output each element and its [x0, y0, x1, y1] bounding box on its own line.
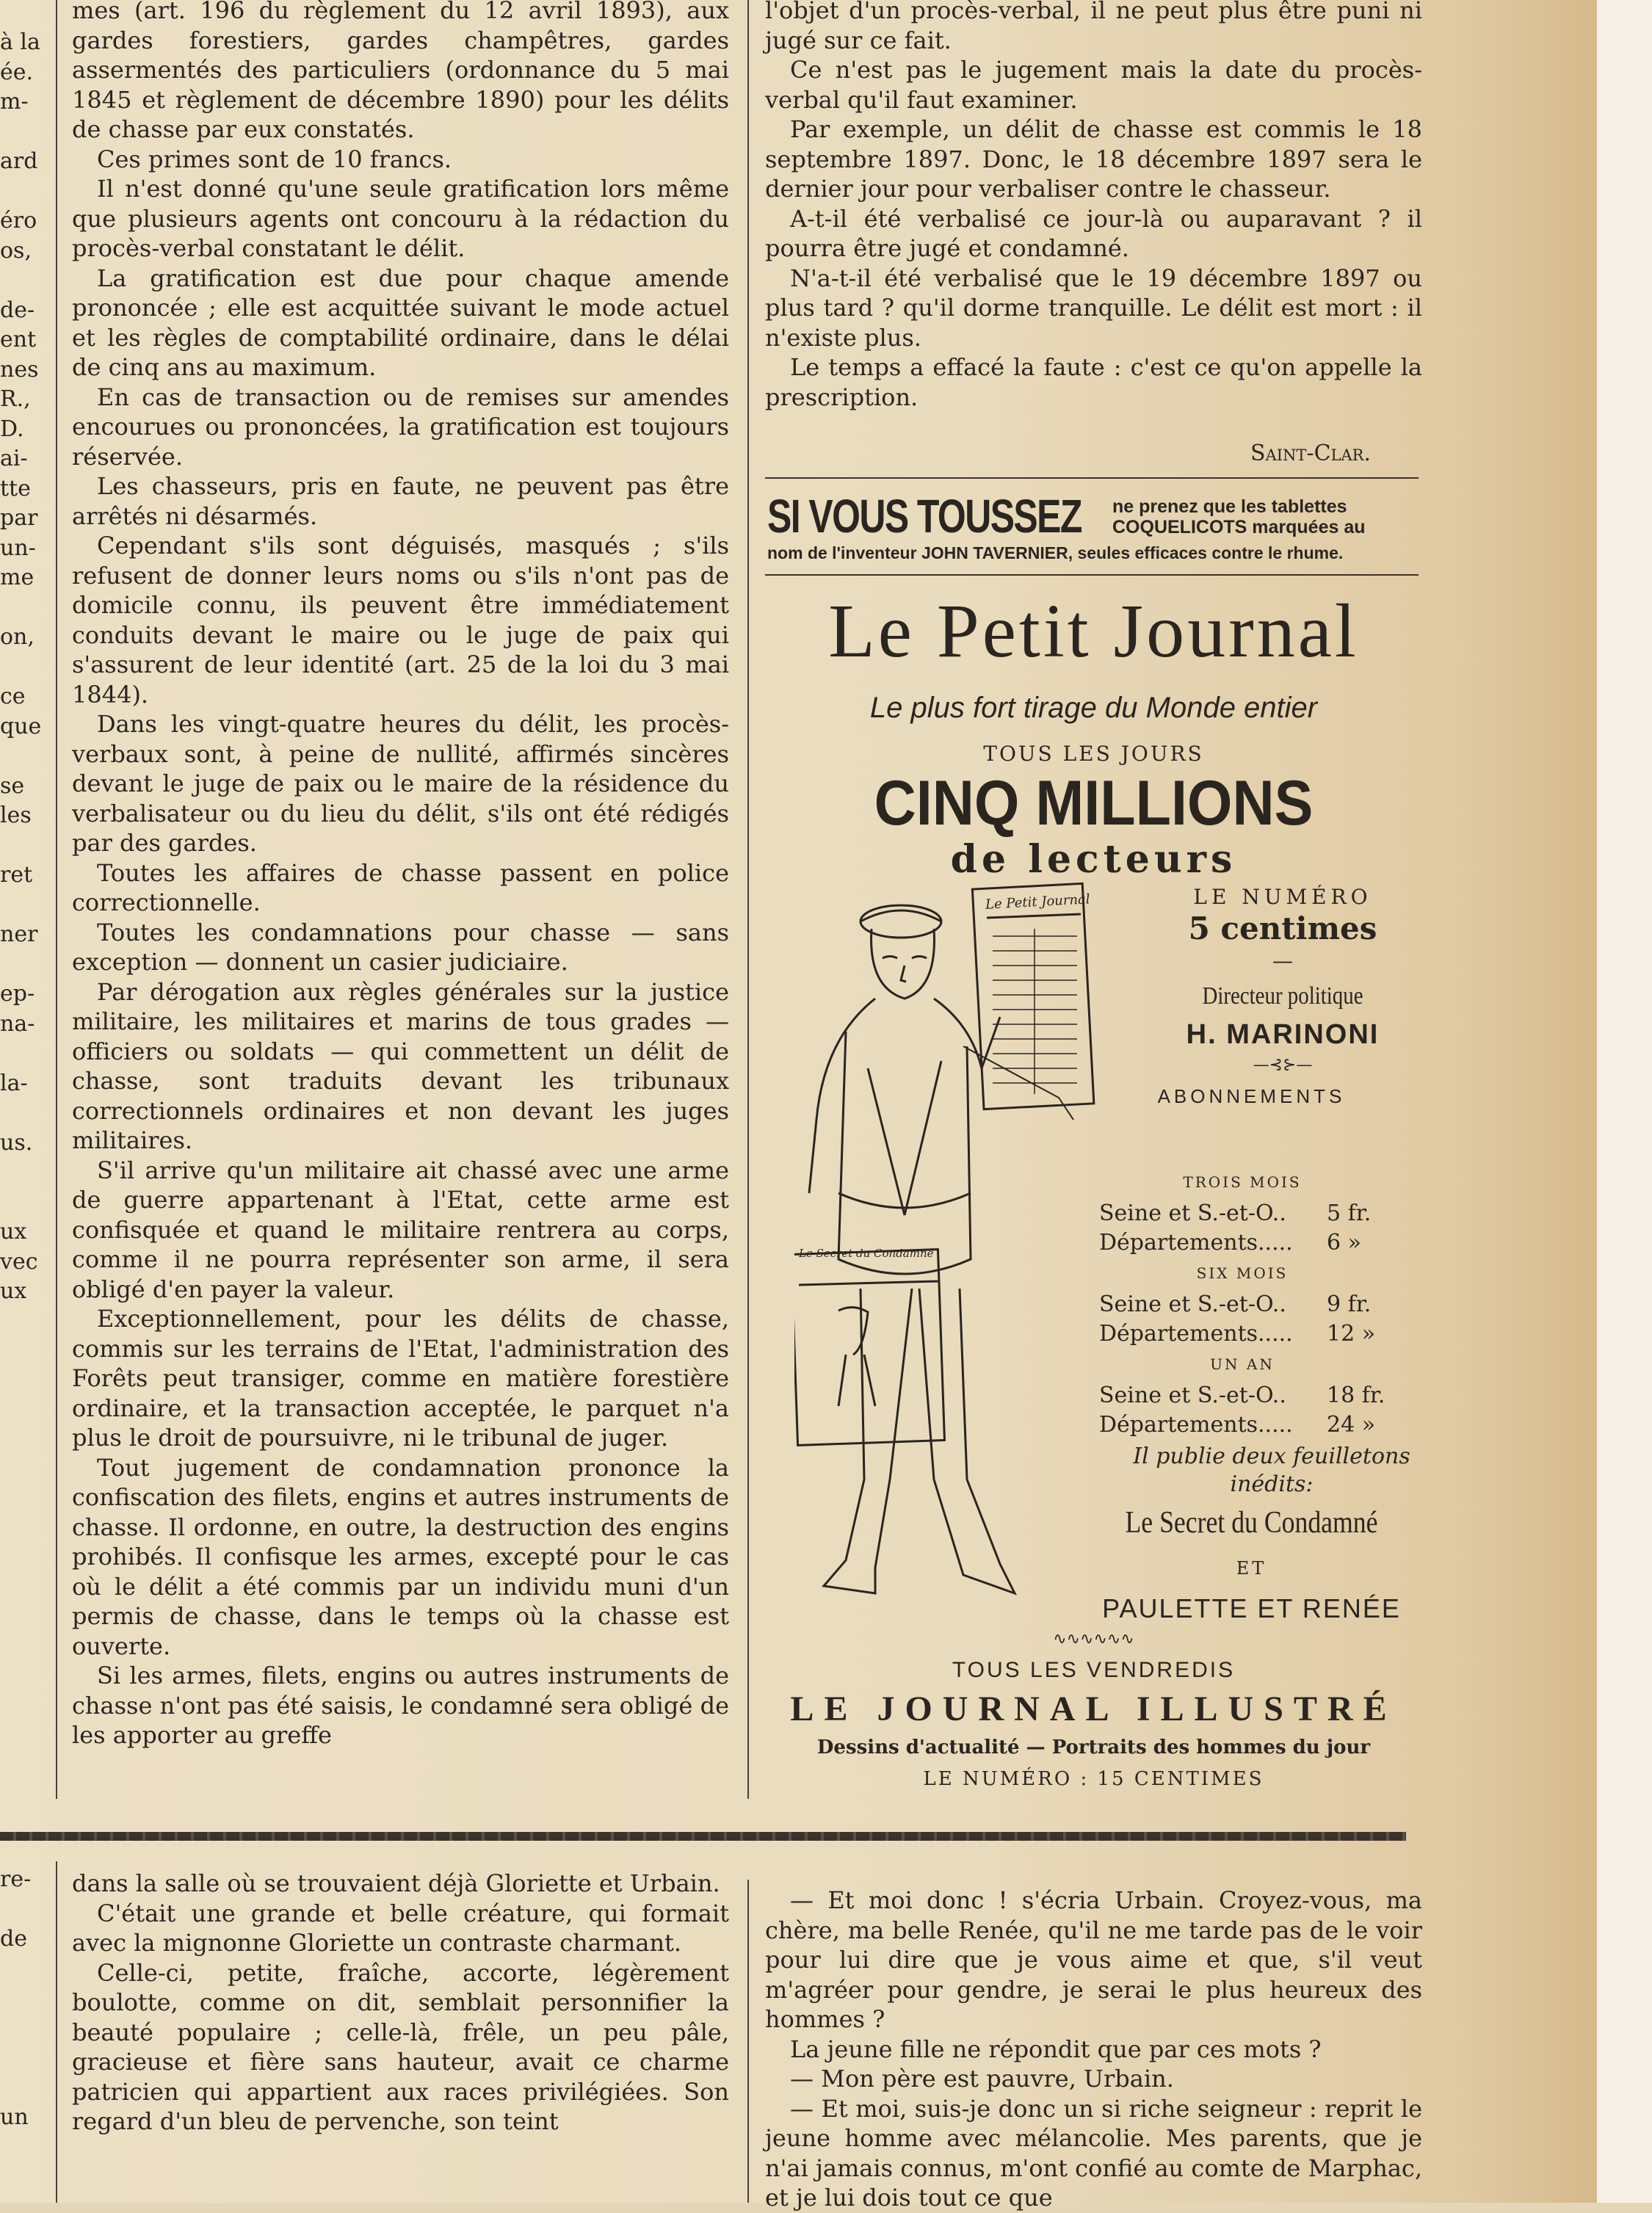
margin-fragment	[0, 891, 44, 921]
left-margin-fragments	[0, 28, 44, 1307]
margin-fragment: m-	[0, 89, 29, 115]
margin-fragment: à la	[0, 29, 40, 55]
ad-journal-publie: Il publie deux feuilletons inédits:	[1133, 1444, 1410, 1497]
margin-fragment: ée.	[0, 59, 34, 85]
feuilleton-column-left	[72, 1869, 729, 2137]
ad-petit-journal	[765, 587, 1422, 1806]
paragraph: Ce n'est pas le jugement mais la date du procès-verbal qu'il faut examiner.	[765, 56, 1422, 114]
margin-fragment: R.,	[0, 386, 31, 412]
margin-fragment	[0, 177, 44, 207]
paragraph: C'était une grande et belle créature, qui formait avec la mignonne Gloriette un contraste charmant.	[72, 1899, 729, 1957]
margin-fragment: ard	[0, 148, 38, 174]
paragraph: N'a-t-il été verbalisé que le 19 décembre 1897 ou plus tard ? qu'il dorme tranquille. Le délit est mort : il n'existe plus.	[765, 264, 1422, 352]
column-rule-middle	[747, 0, 749, 1799]
margin-fragment: un-	[0, 535, 36, 561]
ad-journal-wave: ∿∿∿∿∿∿	[1053, 1630, 1134, 1648]
ad-journal-tagline: Le plus fort tirage du Monde entier	[869, 692, 1318, 724]
subscription-label: Départements.....	[1099, 1412, 1293, 1438]
paragraph: dans la salle où se trouvaient déjà Gloriette et Urbain.	[72, 1869, 720, 1897]
subscription-price: 9 fr.	[1327, 1292, 1372, 1317]
margin-fragment	[0, 1039, 44, 1069]
margin-fragment	[0, 1895, 44, 1925]
margin-fragment: ux	[0, 1278, 27, 1304]
margin-fragment	[0, 593, 44, 623]
margin-fragment	[0, 1188, 44, 1218]
paragraph: — Et moi donc ! s'écria Urbain. Croyez-vous, ma chère, ma belle Renée, qu'il ne me tarde pas de le voir pour lui dire que je vous aime et que, s'il veut m'agréer pour gendre, je serai le plus heureux des hommes ?	[765, 1886, 1422, 2033]
body	[809, 999, 1000, 1193]
head	[872, 929, 935, 999]
ad-rule-bottom	[765, 574, 1419, 576]
ad-rule-top	[765, 477, 1419, 479]
margin-fragment	[0, 2043, 44, 2073]
paragraph: Par dérogation aux règles générales sur la justice militaire, les militaires et marins de tous grades — officiers ou soldats — qui commettent un délit de chasse, sont traduits devant les tribunaux correctionnels ordinaires et non devant les juges militaires.	[72, 977, 729, 1154]
paragraph: mes (art. 196 du règlement du 12 avril 1893), aux gardes forestiers, gardes champêtres, gardes assermentés des particuliers (ordonnance du 5 mai 1845 et règlement de décembre 1890) pour les délits de chasse par eux constatés.	[72, 0, 729, 143]
paragraph: Dans les vingt-quatre heures du délit, les procès-verbaux sont, à peine de nullité, affirmés sincères devant le juge de paix ou le maire de la résidence du verbalisateur ou du lieu du délit, s'ils ont été rédigés par des gardes.	[72, 710, 729, 857]
ad-journal-trois: TROIS MOIS	[1183, 1173, 1302, 1191]
margin-fragment: ep-	[0, 981, 35, 1007]
column-rule-middle-lower	[747, 1880, 749, 2203]
ad-journal-six: SIX MOIS	[1196, 1264, 1289, 1282]
ad-toux-headline: SI VOUS TOUSSEZ	[767, 490, 1082, 543]
subscription-price: 24 »	[1327, 1412, 1376, 1438]
margin-fragment	[0, 266, 44, 296]
paragraph: Celle-ci, petite, fraîche, accorte, légèrement boulotte, comme on dit, semblait personnifier la beauté populaire ; celle-là, frêle, un peu pâle, gracieuse et fière sans hauteur, avait ce charme patricien qui appartient aux races privilégiées. Son regard d'un bleu de pervenche, son teint	[72, 1958, 729, 2135]
paragraph: En cas de transaction ou de remises sur amendes encourues ou prononcées, la gratification est toujours réservée.	[72, 383, 729, 471]
subscription-label: Départements.....	[1099, 1321, 1293, 1347]
ad-toux-line1: ne prenez que les tablettes	[1112, 496, 1347, 517]
ad-journal-title: Le Petit Journal	[828, 589, 1359, 673]
ad-journal-feuilleton2: PAULETTE ET RENÉE	[1102, 1593, 1401, 1623]
paragraph: — Et moi, suis-je donc un si riche seigneur : reprit le jeune homme avec mélancolie. Mes parents, que je n'ai jamais connus, m'ont confié au comte de Marphac, et je lui dois tout ce que	[765, 2094, 1422, 2212]
margin-fragment: la-	[0, 1070, 28, 1096]
page-edge	[1597, 0, 1652, 2203]
margin-fragment: tte	[0, 475, 31, 501]
ad-journal-abonnements: ABONNEMENTS	[1157, 1085, 1346, 1107]
ad-toux-line3: nom de l'inventeur JOHN TAVERNIER, seules efficaces contre le rhume.	[767, 543, 1344, 562]
margin-fragment: un	[0, 2104, 29, 2130]
ad-toux	[767, 490, 1421, 571]
subscription-price: 18 fr.	[1327, 1383, 1385, 1408]
subscription-label: Seine et S.-et-O..	[1099, 1383, 1286, 1408]
margin-fragment: D.	[0, 416, 24, 442]
signature: Saint-Clar.	[1250, 441, 1371, 466]
margin-fragment	[0, 950, 44, 980]
margin-fragment: éro	[0, 208, 37, 233]
paragraph: Tout jugement de condamnation prononce la confiscation des filets, engins et autres instruments de chasse. Il ordonne, en outre, la destruction des engins prohibés. Il confisque les armes, excepté pour le cas où le délit a été commis par un individu muni d'un permis de chasse, dans le temps où la chasse est ouverte.	[72, 1453, 729, 1660]
margin-fragment	[0, 117, 44, 148]
margin-fragment: me	[0, 565, 35, 590]
ad-journal-tous: TOUS LES JOURS	[983, 742, 1204, 766]
subscription-price: 6 »	[1327, 1230, 1361, 1256]
margin-fragment: nes	[0, 356, 39, 383]
margin-fragment: ai-	[0, 446, 28, 471]
bag-label: Le Secret du Condamné	[799, 1247, 934, 1260]
feuilleton-column-right	[765, 1886, 1422, 2213]
ad-journal-illustre: LE JOURNAL ILLUSTRÉ	[790, 1689, 1397, 1728]
margin-fragment: ret	[0, 862, 33, 888]
ad-journal-numero2: LE NUMÉRO : 15 CENTIMES	[923, 1768, 1264, 1790]
paragraph: l'objet d'un procès-verbal, il ne peut plus être puni ni jugé sur ce fait.	[765, 0, 1422, 54]
margin-fragment: de	[0, 1926, 27, 1952]
margin-fragment: que	[0, 713, 42, 739]
paragraph: Toutes les affaires de chasse passent en police correctionnelle.	[72, 858, 729, 916]
column-rule-left	[56, 0, 57, 1799]
ad-journal-vendredis: TOUS LES VENDREDIS	[952, 1658, 1236, 1682]
article-column-left	[72, 0, 729, 1750]
paragraph: La gratification est due pour chaque amende prononcée ; elle est acquittée suivant le mode actuel et les règles de comptabilité ordinaire, dans le délai de cinq ans au maximum.	[72, 264, 729, 381]
subscription-label: Départements.....	[1099, 1230, 1293, 1256]
margin-fragment: ner	[0, 921, 38, 947]
paragraph: Exceptionnellement, pour les délits de chasse, commis sur les terrains de l'Etat, l'administration des Forêts peut transiger, comme en matière forestière ordinaire, et la transaction acceptée, le parquet n'a plus le droit de poursuivre, ni le tribunal de juger.	[72, 1305, 729, 1452]
poster-label: Le Petit Journal	[985, 891, 1091, 913]
margin-fragment	[0, 1984, 44, 2014]
left-lower-fragments	[0, 1865, 44, 2133]
subscription-price: 12 »	[1327, 1321, 1376, 1347]
ad-journal-directeur: Directeur politique	[1202, 982, 1363, 1010]
margin-fragment: par	[0, 505, 38, 531]
ad-journal-lecteurs: de lecteurs	[950, 837, 1237, 882]
margin-fragment	[0, 653, 44, 683]
margin-fragment: on,	[0, 624, 35, 650]
paragraph: Cependant s'ils sont déguisés, masqués ; s'ils refusent de donner leurs noms ou s'ils n'ont pas de domicile connu, ils peuvent être immédiatement conduits devant le maire ou le juge de paix qui s'assurent de leur identité (art. 25 de la loi du 3 mai 1844).	[72, 532, 729, 709]
ad-journal-an: UN AN	[1210, 1355, 1275, 1373]
paragraph: Par exemple, un délit de chasse est commis le 18 septembre 1897. Donc, le 18 décembre 1897 sera le dernier jour pour verbaliser contre le chasseur.	[765, 115, 1422, 203]
ad-journal-ornament: —⊰⊱—	[1253, 1056, 1313, 1074]
paragraph: S'il arrive qu'un militaire ait chassé avec une arme de guerre appartenant à l'Etat, cette arme est confisquée et quand le militaire rentrera au corps, comme il ne pourra représenter son arme, il sera obligé d'en payer la valeur.	[72, 1156, 729, 1303]
ad-journal-numero: LE NUMÉRO	[1193, 885, 1372, 909]
paragraph: A-t-il été verbalisé ce jour-là ou auparavant ? il pourra être jugé et condamné.	[765, 204, 1422, 262]
margin-fragment	[0, 1098, 44, 1129]
margin-fragment: les	[0, 803, 32, 828]
ad-journal-feuilleton1: Le Secret du Condamné	[1125, 1506, 1378, 1540]
ad-journal-dessins: Dessins d'actualité — Portraits des hommes du jour	[816, 1736, 1371, 1759]
margin-fragment	[0, 2073, 44, 2104]
margin-fragment	[0, 831, 44, 861]
article-column-right	[765, 0, 1422, 412]
paragraph: — Mon père est pauvre, Urbain.	[790, 2065, 1174, 2093]
margin-fragment: re-	[0, 1866, 32, 1892]
ad-journal-prix: 5 centimes	[1188, 910, 1377, 946]
margin-fragment: de-	[0, 297, 35, 323]
paragraph: Toutes les condamnations pour chasse — sans exception — donnent un casier judiciaire.	[72, 918, 729, 976]
margin-fragment: us.	[0, 1129, 33, 1156]
paragraph: La jeune fille ne répondit que par ces mots ?	[790, 2035, 1322, 2063]
ad-journal-et: ET	[1236, 1558, 1267, 1579]
ad-journal-marinoni: H. MARINONI	[1186, 1019, 1380, 1050]
ad-toux-line2: COQUELICOTS marquées au	[1112, 517, 1366, 537]
margin-fragment: ent	[0, 327, 37, 352]
ad-journal-dash: —	[1272, 949, 1293, 973]
news-bag	[794, 1250, 944, 1446]
paragraph: Le temps a effacé la faute : c'est ce qu'on appelle la prescription.	[765, 353, 1422, 411]
margin-fragment: na-	[0, 1010, 35, 1037]
margin-fragment: vec	[0, 1248, 38, 1275]
paragraph: Ces primes sont de 10 francs.	[97, 145, 452, 173]
margin-fragment: ux	[0, 1219, 27, 1245]
paragraph: Il n'est donné qu'une seule gratification lors même que plusieurs agents ont concouru à la rédaction du procès-verbal constatant le délit.	[72, 175, 729, 262]
subscription-label: Seine et S.-et-O..	[1099, 1200, 1286, 1226]
margin-fragment	[0, 742, 44, 772]
margin-fragment	[0, 1158, 44, 1188]
margin-fragment: os,	[0, 237, 32, 264]
margin-fragment	[0, 2014, 44, 2044]
subscription-label: Seine et S.-et-O..	[1099, 1292, 1286, 1317]
feuilleton-divider	[0, 1832, 1406, 1841]
paragraph: Si les armes, filets, engins ou autres instruments de chasse n'ont pas été saisis, le condamné sera obligé de les apporter au greffe	[72, 1662, 729, 1749]
margin-fragment: se	[0, 772, 25, 799]
subscription-price: 5 fr.	[1327, 1200, 1372, 1226]
column-rule-left-lower	[56, 1861, 57, 2203]
paragraph: Les chasseurs, pris en faute, ne peuvent pas être arrêtés ni désarmés.	[72, 472, 729, 530]
margin-fragment: ce	[0, 684, 26, 709]
margin-fragment	[0, 1955, 44, 1985]
ad-journal-cinq: CINQ MILLIONS	[874, 768, 1314, 839]
